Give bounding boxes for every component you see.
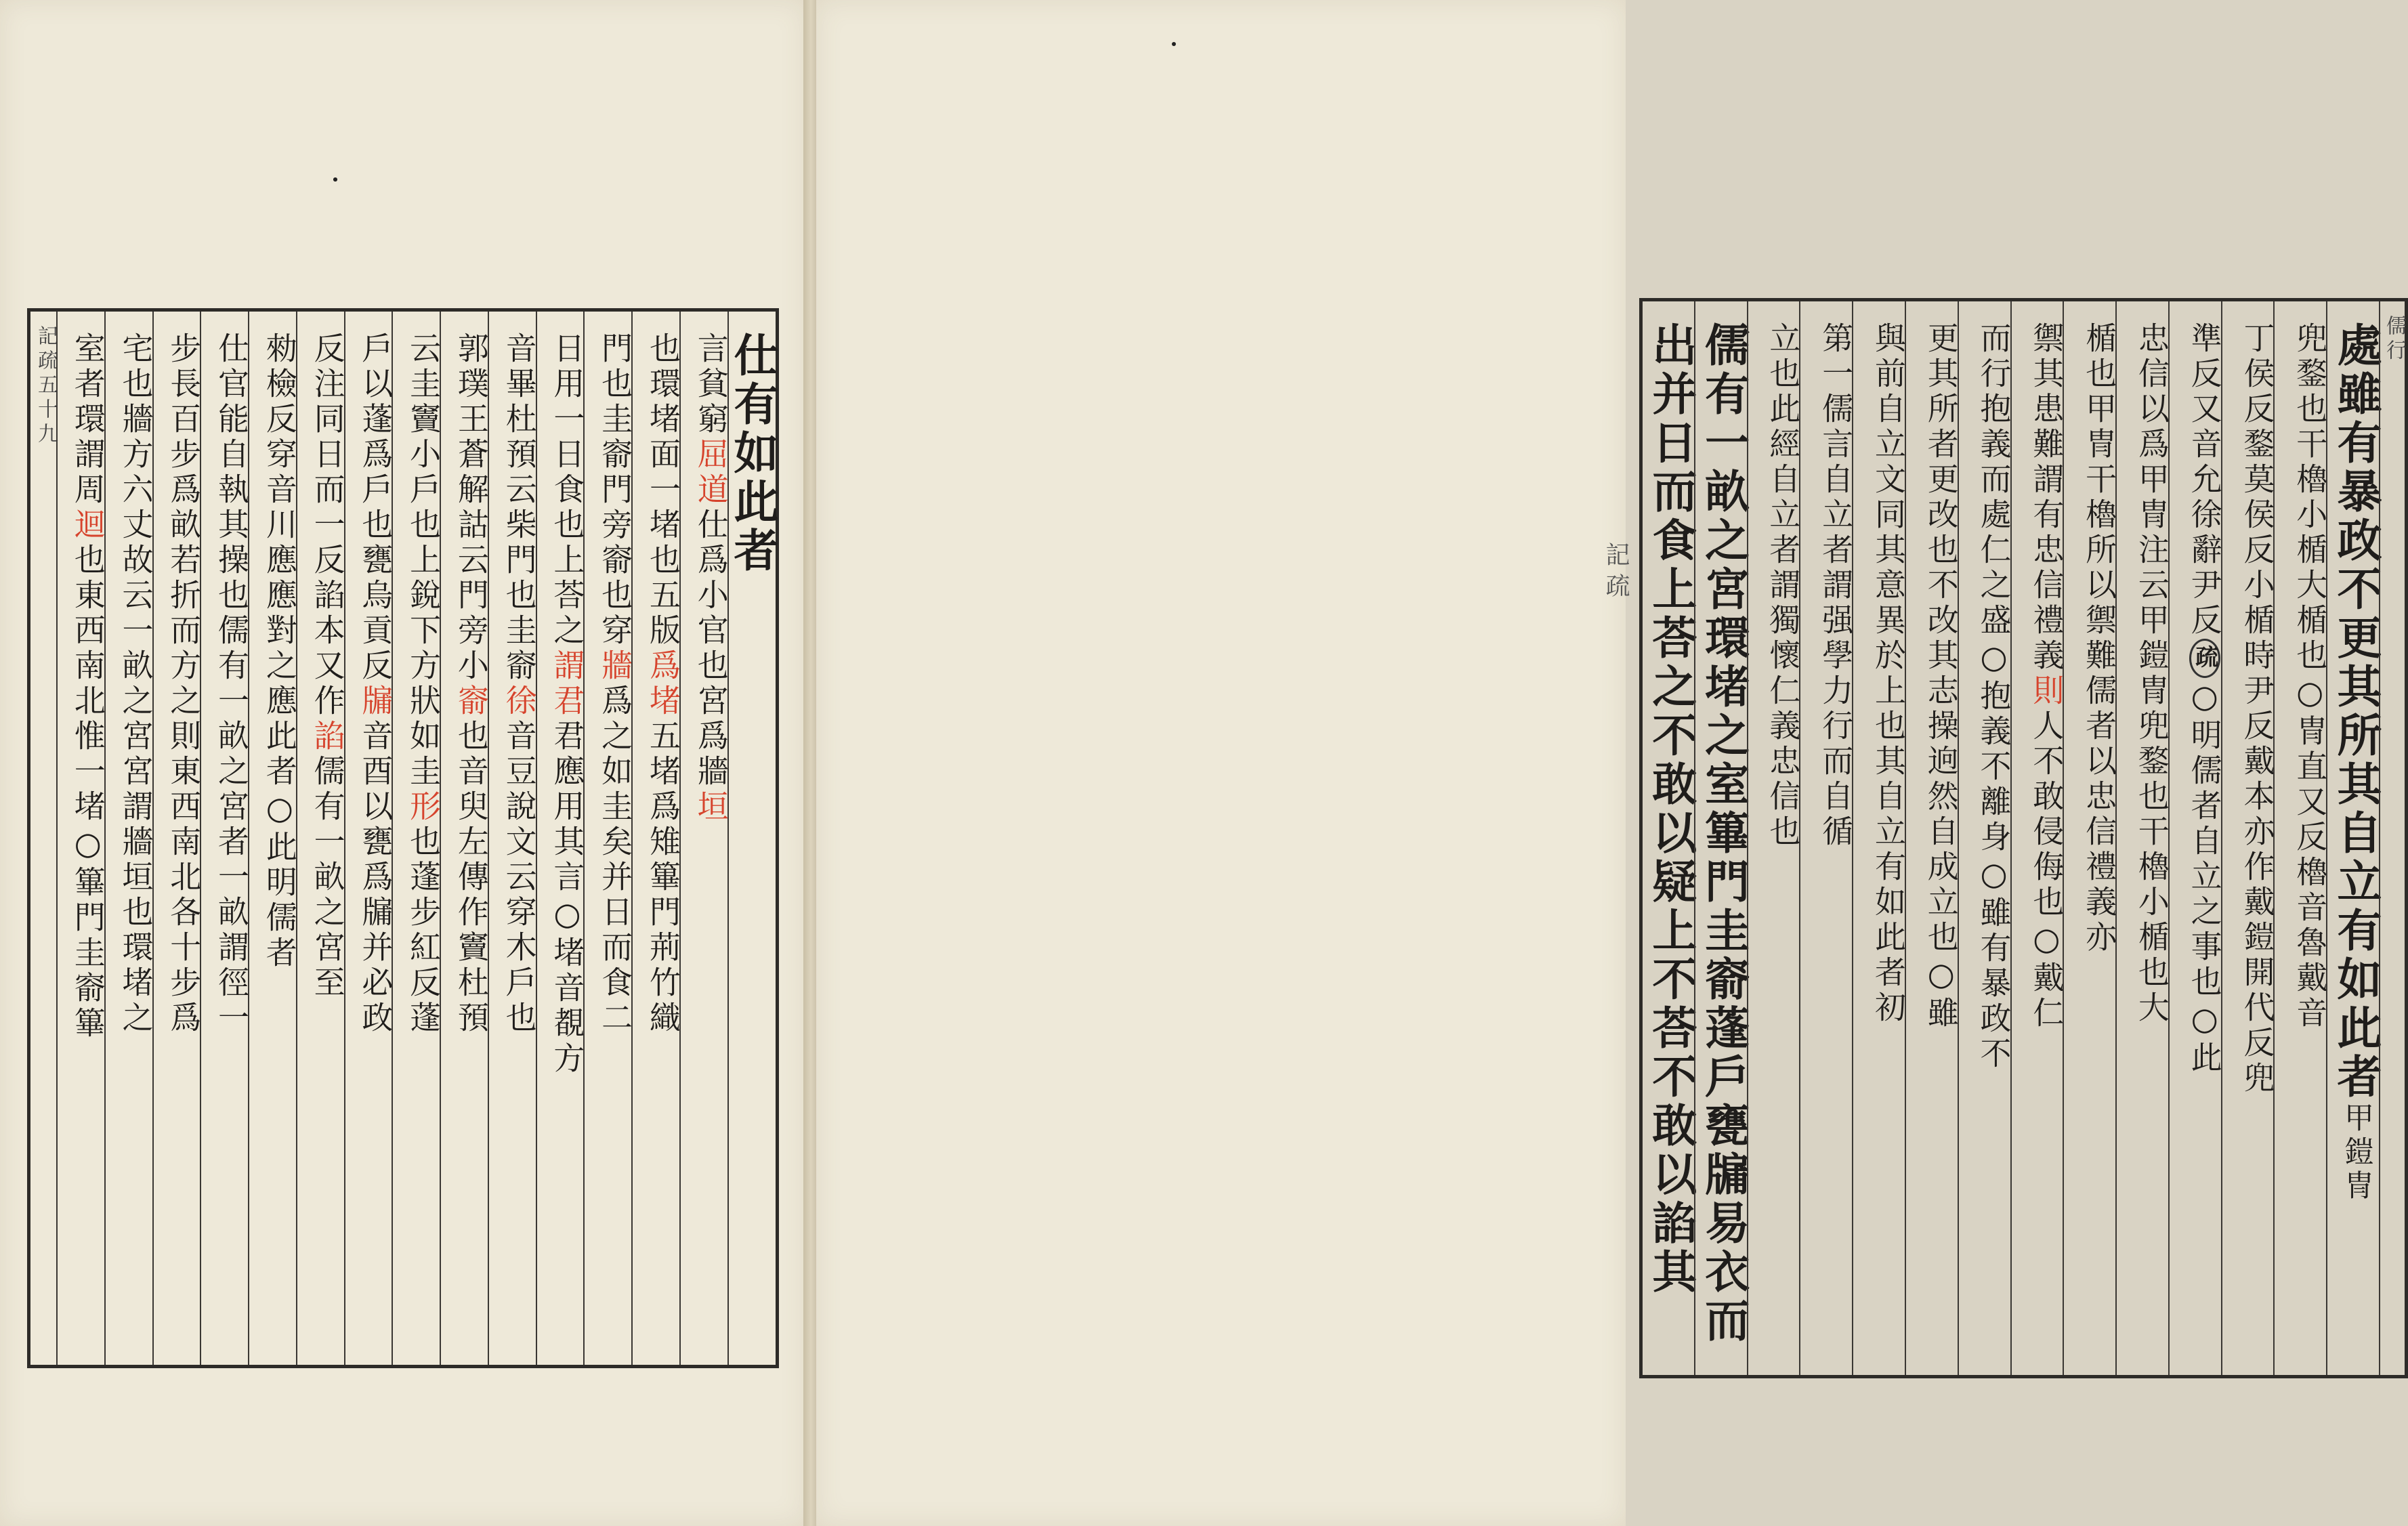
text-run: 室者環謂周 xyxy=(69,332,106,508)
text-run: 人不敢侵侮也○戴仁 xyxy=(2028,709,2065,1032)
text-run: 音豆說文云穿木戶也 xyxy=(501,719,538,1036)
right_page-column-3 xyxy=(2221,301,2274,1375)
right_page-margin-label: 儒行 xyxy=(2379,301,2405,1375)
text-run: 也蓬步紅反蓬 xyxy=(405,825,442,1036)
text-run: 禦其患難謂有忠信禮義 xyxy=(2028,322,2065,674)
left_page-column-2 xyxy=(679,312,730,1365)
right-text-frame xyxy=(1639,298,2408,1378)
left_page-column-5 xyxy=(536,312,584,1365)
outer-margin-label: 記疏 xyxy=(1602,542,1630,604)
text-run: 第一儒言自立者謂强學力行而自循 xyxy=(1817,322,1855,850)
text-run: 仕官能自執其操也儒有一畝之宮者一畝謂徑一 xyxy=(213,332,251,1036)
left_page-column-12 xyxy=(200,312,251,1365)
left_page-margin-label: 記疏五十九 xyxy=(33,325,58,447)
right_page-column-9 xyxy=(1905,301,1958,1375)
text-run: 也環堵面一堵也五版 xyxy=(644,332,681,649)
left-text-frame xyxy=(27,308,779,1368)
text-run: 仕有如此者 xyxy=(726,332,779,576)
left_page-column-15 xyxy=(56,312,104,1365)
text-run: 處雖有暴政不更其所其自立有如此者 xyxy=(2329,322,2382,1102)
text-run: 郭璞王蒼解詁云門旁小 xyxy=(452,332,490,684)
right_page-column-11 xyxy=(1799,301,1855,1375)
red-annotation: 徐 xyxy=(501,684,538,719)
left_page-column-11 xyxy=(248,312,296,1365)
text-run: 準反又音允徐辭尹反 xyxy=(2186,322,2223,639)
red-annotation: 窬 xyxy=(452,684,490,719)
right-page xyxy=(816,0,2406,1526)
red-annotation: 迴 xyxy=(69,508,106,543)
text-run: 出并日而食上荅之不敢以疑上不荅不敢以諂其 xyxy=(1644,322,1697,1297)
red-annotation: 謂君 xyxy=(549,649,586,719)
annotation-seal: 疏 xyxy=(2189,639,2220,678)
red-annotation: 牆 xyxy=(597,649,634,684)
right_page-column-12 xyxy=(1747,301,1800,1375)
text-run: 立也此經自立者謂獨懷仁義忠信也 xyxy=(1765,322,1802,850)
right_page-column-8 xyxy=(1958,301,2010,1375)
right_page-column-1 xyxy=(2326,301,2382,1375)
text-run: 君應用其言○堵音覩方 xyxy=(549,719,586,1077)
left_page-column-9 xyxy=(344,312,392,1365)
red-annotation: 牖 xyxy=(357,684,394,719)
red-annotation: 爲堵 xyxy=(644,649,681,719)
left_page-column-14 xyxy=(104,312,152,1365)
red-annotation: 諂 xyxy=(309,719,346,755)
text-run: 云圭竇小戶也上銳下方狀如圭 xyxy=(405,332,442,790)
right_page-column-5 xyxy=(2115,301,2168,1375)
left_page-column-1 xyxy=(726,312,779,1365)
left-page xyxy=(0,0,806,1526)
text-run: 甲鎧冑 xyxy=(2339,1102,2373,1204)
right_page-column-14 xyxy=(1643,301,1697,1375)
right_page-column-10 xyxy=(1852,301,1905,1375)
right_page-column-2 xyxy=(2273,301,2329,1375)
right_page-column-7 xyxy=(2010,301,2063,1375)
right_page-column-6 xyxy=(2063,301,2118,1375)
text-run: 忠信以爲甲冑注云甲鎧冑兜鍪也干櫓小楯也大 xyxy=(2133,322,2170,1026)
text-run: ○明儒者自立之事也○此 xyxy=(2186,678,2223,1076)
text-run: 更其所者更改也不改其志操逈然自成立也○雖 xyxy=(1922,322,1960,1032)
text-run: 戶以蓬爲戶也甕烏貢反 xyxy=(357,332,394,684)
left_page-column-3 xyxy=(631,312,679,1365)
text-run: 楯也甲冑干櫓所以禦難儒者以忠信禮義亦 xyxy=(2081,322,2118,956)
text-run: 音酉以甕爲牖并必政 xyxy=(357,719,394,1036)
text-run: 也東西南北惟一堵○篳門圭窬篳 xyxy=(69,543,106,1042)
text-run: 門也圭窬門旁窬也穿 xyxy=(597,332,634,649)
left_page-column-10 xyxy=(296,312,344,1365)
left_page-column-7 xyxy=(440,312,488,1365)
text-run: 丁侯反鍪莫侯反小楯時尹反戴本亦作戴鎧開代反兜 xyxy=(2239,322,2276,1097)
text-run: 而行抱義而處仁之盛○抱義不離身○雖有暴政不 xyxy=(1975,322,2012,1072)
text-run: 也音臾左傳作竇杜預 xyxy=(452,719,490,1036)
text-run: 兜鍪也干櫓小楯大楯也○冑直又反櫓音魯戴音 xyxy=(2291,322,2329,1032)
red-annotation: 則 xyxy=(2028,674,2065,709)
text-run: 勑檢反穿音川應應對之應此者○此明儒者 xyxy=(261,332,298,971)
text-run: 爲之如圭矣并日而食二 xyxy=(597,684,634,1036)
text-run: 五堵爲雉篳門荊竹織 xyxy=(644,719,681,1036)
text-run: 音畢杜預云柴門也圭窬 xyxy=(501,332,538,684)
text-run: 言貧窮 xyxy=(692,332,730,438)
left_page-column-13 xyxy=(152,312,203,1365)
right_page-column-13 xyxy=(1694,301,1750,1375)
red-annotation: 垣 xyxy=(692,790,730,825)
red-annotation: 屈道 xyxy=(692,438,730,508)
text-run: 宅也牆方六丈故云一畝之宮宮謂牆垣也環堵之 xyxy=(117,332,154,1036)
left_page-column-4 xyxy=(583,312,634,1365)
left_page-column-6 xyxy=(488,312,536,1365)
text-run: 與前自立文同其意異於上也其自立有如此者初 xyxy=(1870,322,1907,1026)
right_page-column-4 xyxy=(2168,301,2221,1375)
text-run: 步長百步爲畝若折而方之則東西南北各十步爲 xyxy=(165,332,203,1036)
text-run: 反注同日而一反諂本又作 xyxy=(309,332,346,719)
text-run: 仕爲小官也宮爲牆 xyxy=(692,508,730,790)
left_page-column-8 xyxy=(392,312,440,1365)
red-annotation: 形 xyxy=(405,790,442,825)
text-run: 儒有一畝之宮至 xyxy=(309,755,346,1001)
text-run: 儒有一畝之宮環堵之室篳門圭窬蓬戶甕牖易衣而 xyxy=(1697,322,1750,1346)
text-run: 日用一日食也上荅之 xyxy=(549,332,586,649)
